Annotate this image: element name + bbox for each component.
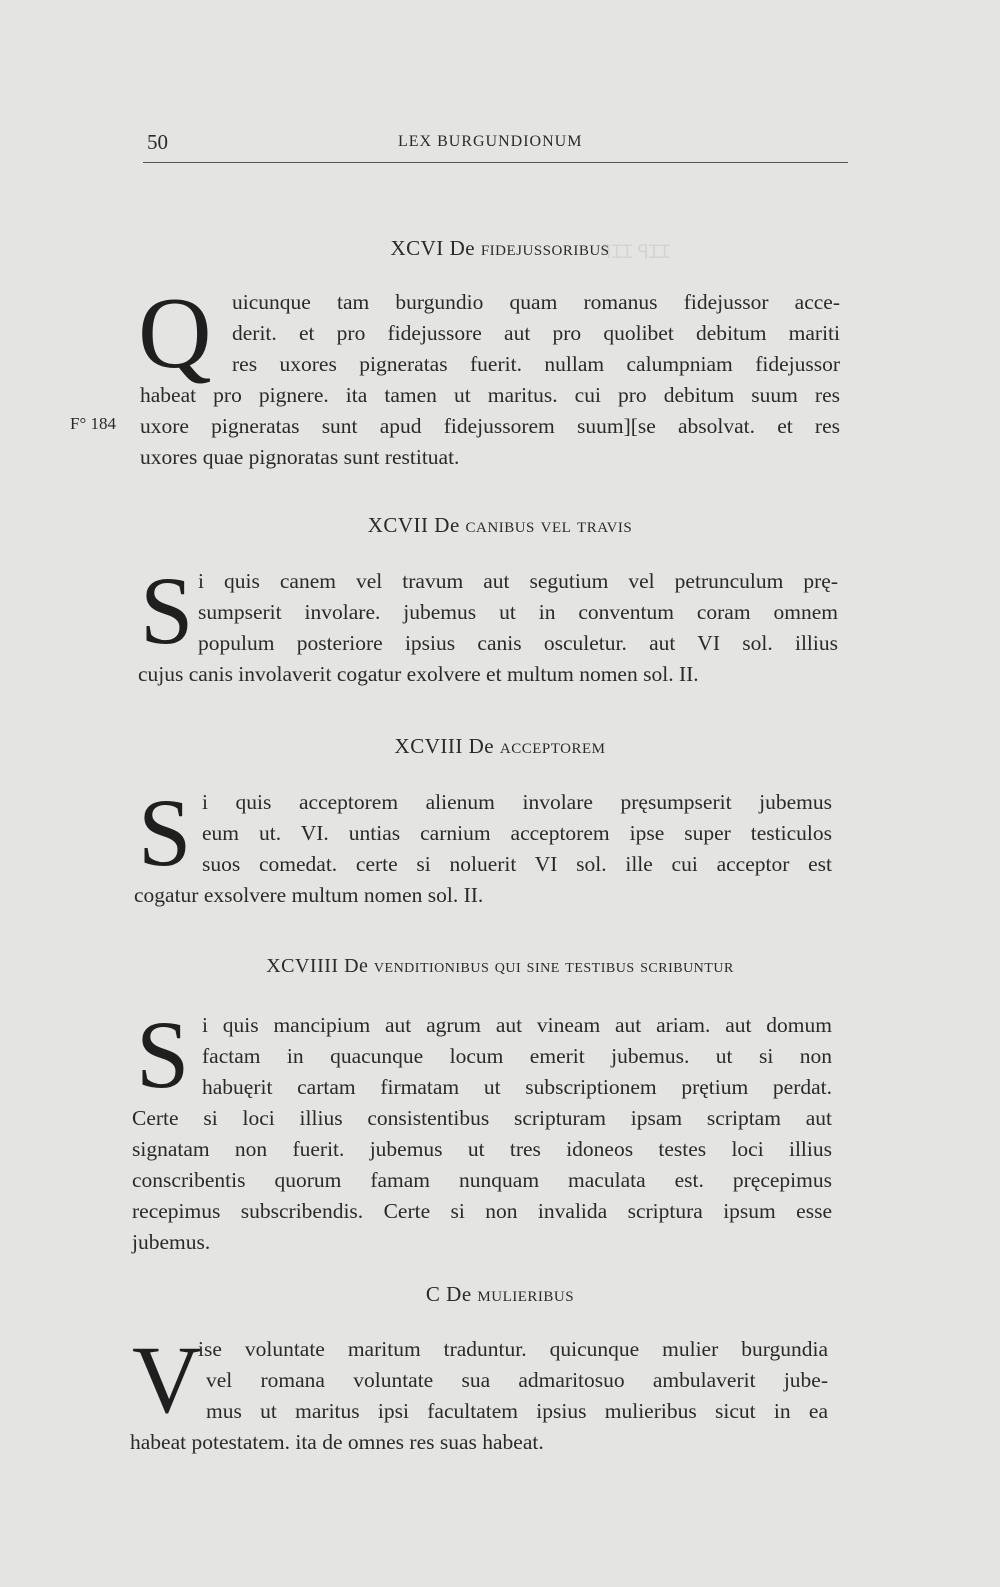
- drop-cap: V: [132, 1326, 202, 1433]
- section-title-word: De: [449, 236, 476, 260]
- text-line: cujus canis involaverit cogatur exolvere et multum nomen sol. II.: [138, 662, 699, 686]
- section-number: XCVII: [367, 513, 429, 537]
- text-line: jubemus.: [132, 1230, 211, 1254]
- text-line: habeat pro pignere. ita tamen ut maritus. cui pro debitum suum res: [140, 383, 840, 407]
- drop-cap: S: [136, 1001, 190, 1108]
- text-line: vel romana voluntate sua admaritosuo ambulaverit jube-: [206, 1368, 828, 1392]
- section-title-text: acceptorem: [499, 734, 606, 758]
- text-line: uxores quae pignoratas sunt restituat.: [140, 445, 460, 469]
- text-line: derit. et pro fidejussore aut pro quolibet debitum mariti: [232, 321, 840, 345]
- drop-cap: Q: [138, 277, 212, 390]
- section-paragraph: [140, 287, 840, 473]
- text-line: uxore pigneratas sunt apud fidejussorem suum][se absolvat. et res: [140, 414, 840, 438]
- section-title: [0, 236, 1000, 261]
- text-line: cogatur exsolvere multum nomen sol. II.: [134, 883, 484, 907]
- drop-cap: S: [140, 557, 194, 664]
- text-line: suos comedat. certe si noluerit VI sol. ille cui acceptor est: [202, 852, 832, 876]
- page-number: 50: [147, 130, 168, 154]
- text-line: signatam non fuerit. jubemus ut tres idoneos testes loci illius: [132, 1137, 832, 1161]
- text-line: mus ut maritus ipsi facultatem ipsius mulieribus sicut in ea: [206, 1399, 828, 1423]
- text-line: factam in quacunque locum emerit jubemus. ut si non: [202, 1044, 832, 1068]
- section-title-text: fidejussoribus: [480, 236, 610, 260]
- text-line: uicunque tam burgundio quam romanus fidejussor acce-: [232, 290, 840, 314]
- section-number: XCVIII: [394, 734, 463, 758]
- section-title-word: De: [434, 513, 460, 537]
- text-line: i quis canem vel travum aut segutium vel petrunculum prę-: [198, 569, 838, 593]
- text-line: habeat potestatem. ita de omnes res suas habeat.: [130, 1430, 544, 1454]
- show-through-text: ꟼꞮꞮ ꟼꞮꞮ: [600, 242, 670, 263]
- page-header: [143, 130, 848, 163]
- text-line: Certe si loci illius consistentibus scripturam ipsam scriptam aut: [132, 1106, 832, 1130]
- section-title-text: venditionibus qui sine testibus scribuntur: [373, 955, 734, 977]
- section-paragraph: [134, 779, 832, 911]
- section-title: [0, 734, 1000, 759]
- section-title-text: canibus vel travis: [465, 513, 633, 537]
- text-line: ise voluntate maritum traduntur. quicunque mulier burgundia: [198, 1337, 828, 1361]
- text-line: habuęrit cartam firmatam ut subscriptionem prętium perdat.: [202, 1075, 832, 1099]
- section-title-word: De: [344, 955, 369, 977]
- section-paragraph: [138, 566, 838, 690]
- section-title-word: De: [446, 1282, 472, 1306]
- section-number: C: [425, 1282, 441, 1306]
- text-line: populum posteriore ipsius canis osculetur. aut VI sol. illius: [198, 631, 838, 655]
- text-line: res uxores pigneratas fuerit. nullam calumpniam fidejussor: [232, 352, 840, 376]
- section-title-word: De: [468, 734, 495, 758]
- folio-margin-note: F° 184: [70, 414, 117, 433]
- text-line: eum ut. VI. untias carnium acceptorem ipse super testiculos: [202, 821, 832, 845]
- text-line: i quis mancipium aut agrum aut vineam aut ariam. aut domum: [202, 1013, 832, 1037]
- text-line: recepimus subscribendis. Certe si non invalida scriptura ipsum esse: [132, 1199, 832, 1223]
- section-title: [0, 955, 1000, 978]
- section-paragraph: [132, 1010, 832, 1258]
- text-line: sumpserit involare. jubemus ut in conventum coram omnem: [198, 600, 838, 624]
- section-number: XCVI: [390, 236, 444, 260]
- running-title: LEX BURGUNDIONUM: [398, 133, 583, 150]
- section-paragraph: [130, 1326, 828, 1458]
- text-line: conscribentis quorum famam nunquam maculata est. pręcepimus: [132, 1168, 832, 1192]
- text-line: i quis acceptorem alienum involare pręsumpserit jubemus: [202, 790, 832, 814]
- section-title: [0, 1282, 1000, 1307]
- section-number: XCVIIII: [266, 955, 339, 977]
- section-title: [0, 513, 1000, 538]
- drop-cap: S: [138, 779, 192, 886]
- section-title-text: mulieribus: [477, 1282, 575, 1306]
